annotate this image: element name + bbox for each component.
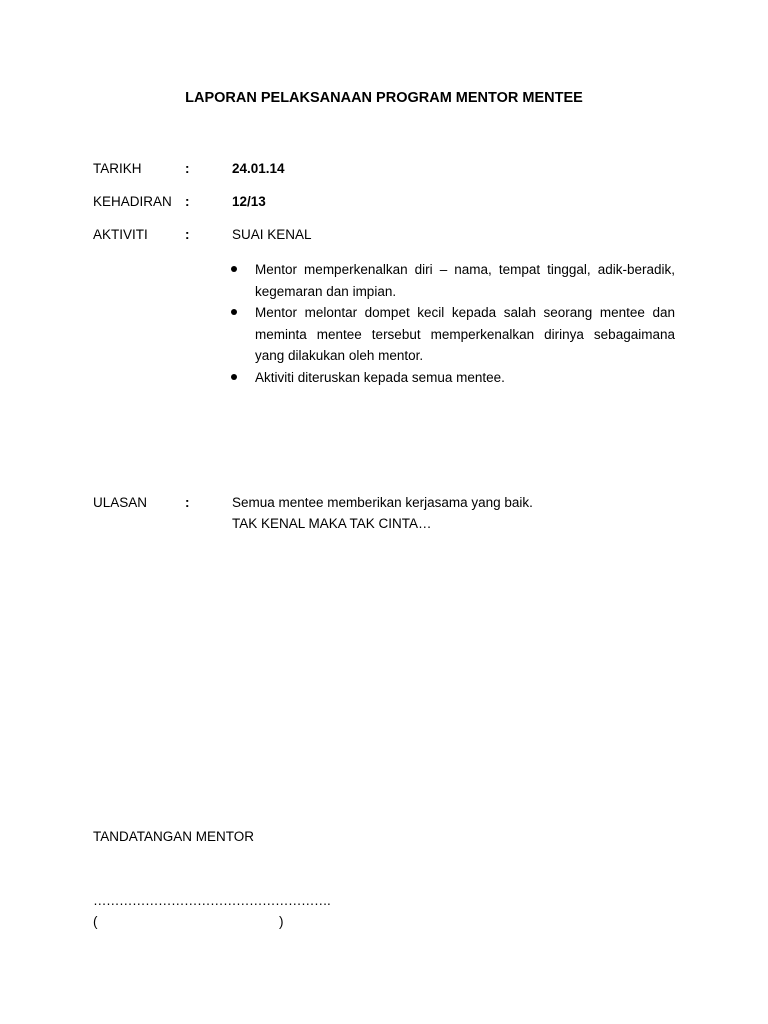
kehadiran-label: KEHADIRAN bbox=[93, 194, 172, 209]
ulasan-label: ULASAN bbox=[93, 495, 148, 510]
activity-list bbox=[229, 259, 675, 388]
kehadiran-value: 12/13 bbox=[232, 194, 266, 209]
activity-text: Aktiviti diteruskan kepada semua mentee. bbox=[255, 369, 505, 385]
ulasan-value-line2: TAK KENAL MAKA TAK CINTA… bbox=[232, 516, 432, 531]
signature-open-paren: ( bbox=[93, 914, 98, 929]
signature-line: ………………………………………………. bbox=[93, 893, 331, 908]
activity-item bbox=[229, 367, 675, 389]
bullet-icon bbox=[231, 374, 237, 380]
bullet-icon bbox=[231, 266, 237, 272]
kehadiran-colon: : bbox=[185, 194, 190, 209]
aktiviti-value: SUAI KENAL bbox=[232, 227, 312, 242]
ulasan-value-line1: Semua mentee memberikan kerjasama yang baik. bbox=[232, 495, 533, 510]
tarikh-colon: : bbox=[185, 161, 190, 176]
tarikh-label: TARIKH bbox=[93, 161, 142, 176]
signature-label: TANDATANGAN MENTOR bbox=[93, 829, 255, 844]
document-title: LAPORAN PELAKSANAAN PROGRAM MENTOR MENTEE bbox=[185, 90, 583, 106]
ulasan-colon: : bbox=[185, 495, 190, 510]
activity-item bbox=[229, 259, 675, 302]
tarikh-value: 24.01.14 bbox=[232, 161, 285, 176]
activity-text: Mentor memperkenalkan diri – nama, tempat tinggal, adik-beradik, kegemaran dan impian. bbox=[255, 262, 675, 299]
aktiviti-colon: : bbox=[185, 227, 190, 242]
aktiviti-label: AKTIVITI bbox=[93, 227, 148, 242]
signature-close-paren: ) bbox=[279, 914, 284, 929]
activity-item bbox=[229, 302, 675, 367]
bullet-icon bbox=[231, 309, 237, 315]
activity-text: Mentor melontar dompet kecil kepada salah seorang mentee dan meminta mentee tersebut memperkenalkan dirinya sebagaimana yang dilakukan oleh mentor. bbox=[255, 305, 675, 363]
